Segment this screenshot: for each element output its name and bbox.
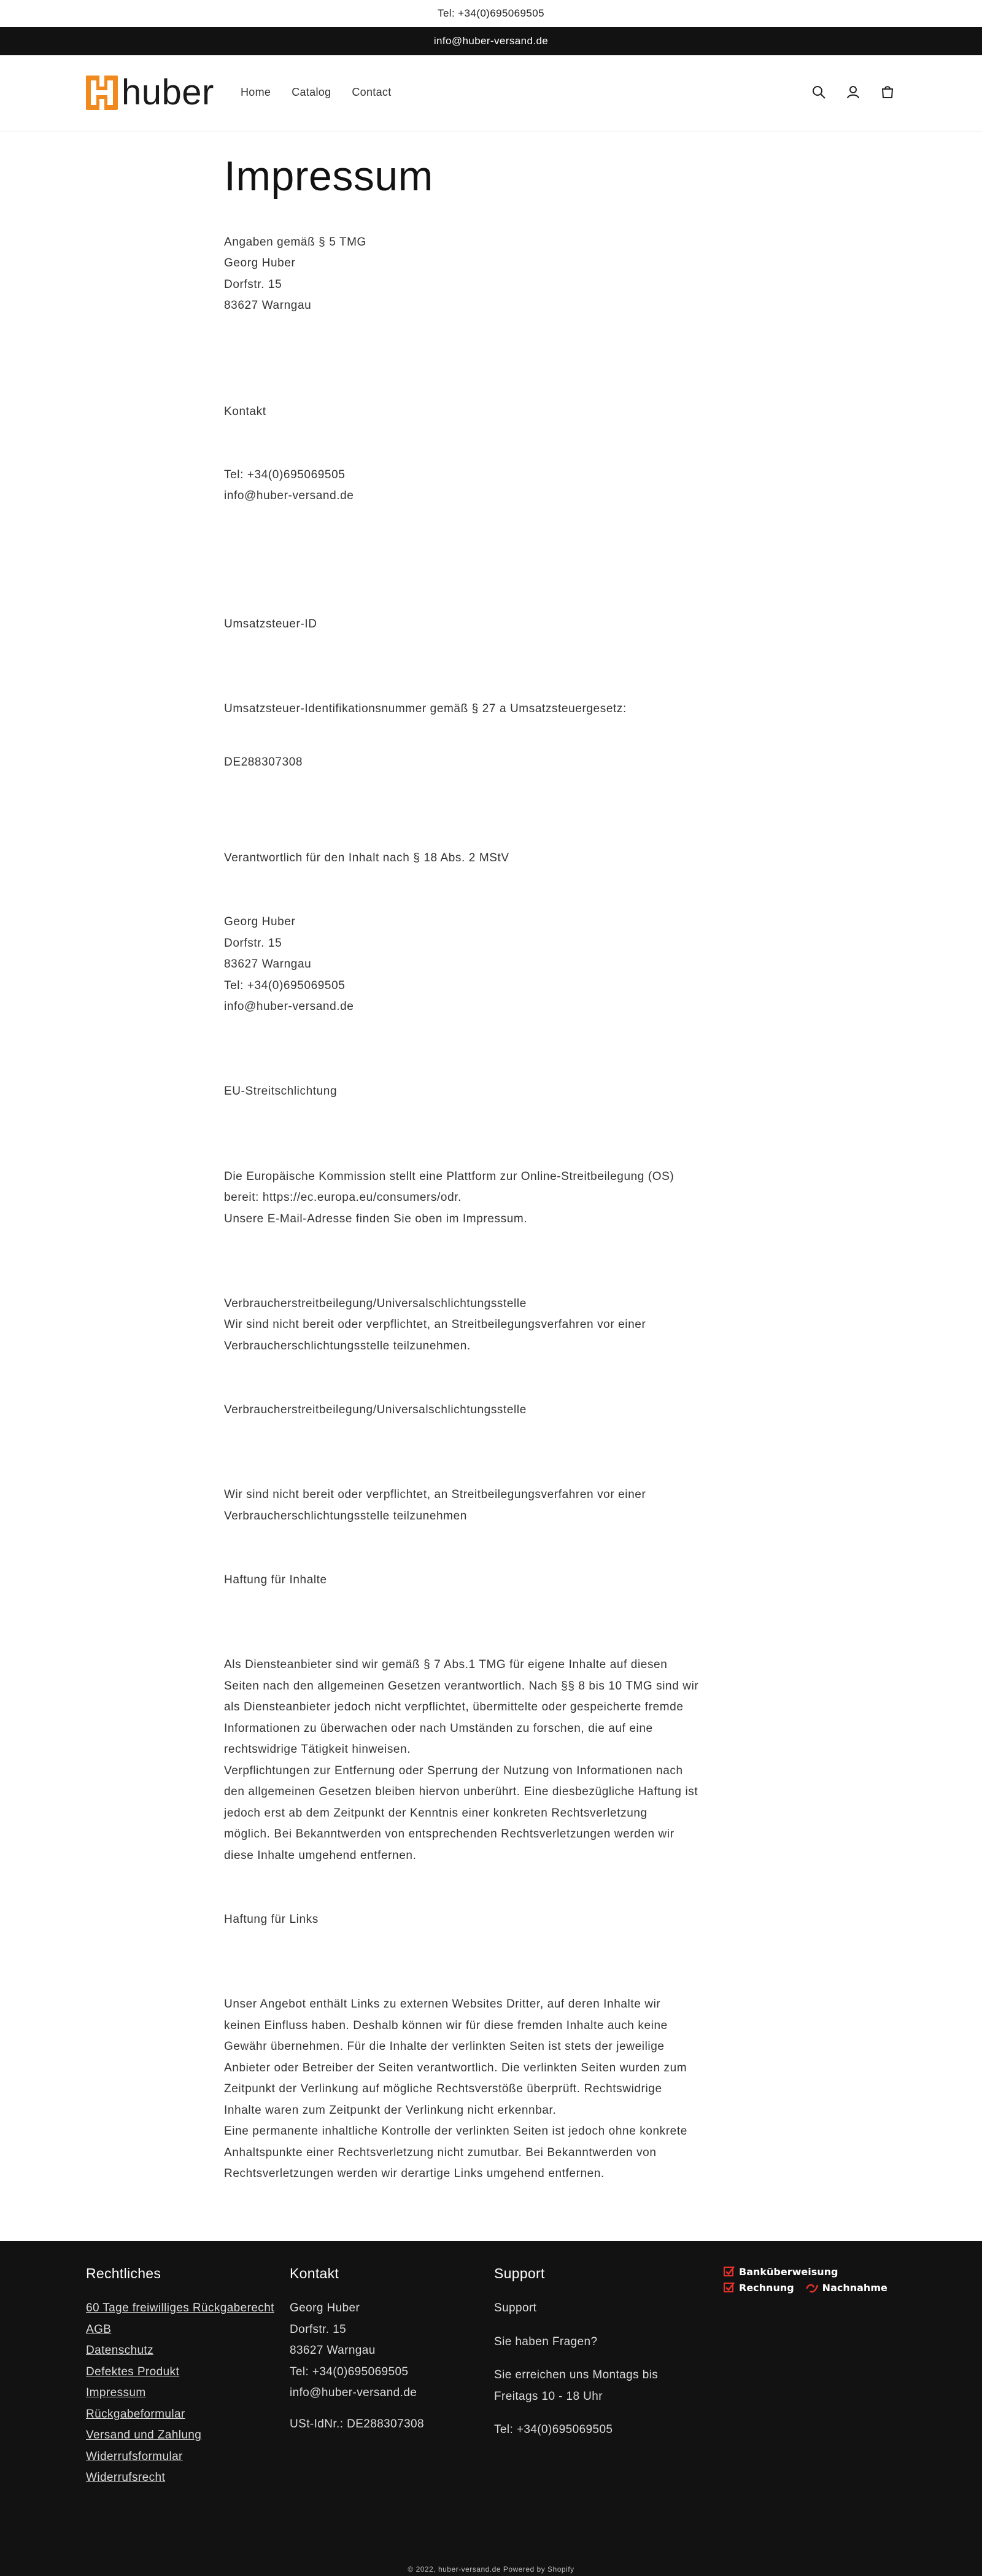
section-heading: Verantwortlich für den Inhalt nach § 18 Abs. 2 MStV — [224, 852, 509, 864]
section-heading: Verbraucherstreitbeilegung/Universalschlichtungsstelle — [224, 1297, 527, 1310]
section-heading: Verbraucherstreitbeilegung/Universalschlichtungsstelle — [224, 1403, 527, 1416]
text-line: Unser Angebot enthält Links zu externen Websites Dritter, auf deren Inhalte wir — [224, 1998, 661, 2011]
check-box-icon — [723, 2265, 735, 2278]
footer-link-versand[interactable]: Versand und Zahlung — [86, 2429, 202, 2442]
footer-text: Dorfstr. 15 — [290, 2322, 347, 2336]
page-title: Impressum — [224, 153, 433, 200]
text-line: bereit: https://ec.europa.eu/consumers/odr. — [224, 1191, 462, 1204]
text-line: info@huber-versand.de — [224, 489, 354, 502]
text-line: Georg Huber — [224, 915, 296, 928]
footer-heading: Support — [494, 2265, 545, 2281]
footer-text: Tel: +34(0)695069505 — [494, 2423, 613, 2436]
cash-on-delivery-icon — [805, 2281, 819, 2294]
text-line: Wir sind nicht bereit oder verpflichtet, an Streitbeilegungsverfahren vor einer — [224, 1318, 646, 1331]
footer-text: Tel: +34(0)695069505 — [290, 2365, 409, 2378]
text-line: Anhaltspunkte einer Rechtsverletzung nicht zumutbar. Bei Bekanntwerden von — [224, 2146, 657, 2159]
text-line: Verbraucherschlichtungsstelle teilzunehmen. — [224, 1340, 471, 1352]
text-line: DE288307308 — [224, 756, 303, 769]
text-line: rechtswidrige Tätigkeit hinweisen. — [224, 1743, 411, 1756]
search-icon[interactable] — [809, 82, 829, 102]
text-line: Georg Huber — [224, 257, 296, 270]
section-heading: Haftung für Links — [224, 1913, 319, 1926]
footer-vat: USt-IdNr.: DE288307308 — [290, 2417, 424, 2431]
text-line: Inhalte waren zum Zeitpunkt der Verlinkung nicht erkennbar. — [224, 2104, 557, 2117]
section-heading: EU-Streitschlichtung — [224, 1085, 338, 1098]
footer-text: Sie erreichen uns Montags bis — [494, 2368, 659, 2381]
section-heading: Haftung für Inhalte — [224, 1573, 327, 1586]
announcement-email: info@huber-versand.de — [0, 27, 982, 55]
payment-bank — [723, 2265, 838, 2278]
footer-text: Freitags 10 - 18 Uhr — [494, 2389, 603, 2403]
text-line: Die Europäische Kommission stellt eine Plattform zur Online-Streitbeilegung (OS) — [224, 1170, 675, 1183]
footer-heading: Kontakt — [290, 2265, 339, 2281]
logo[interactable] — [86, 72, 214, 113]
text-line: Dorfstr. 15 — [224, 937, 282, 950]
payment-methods — [723, 2265, 899, 2297]
nav-catalog[interactable]: Catalog — [292, 86, 331, 98]
footer-link-impressum[interactable]: Impressum — [86, 2386, 146, 2399]
site-header — [0, 55, 982, 131]
logo-text: huber — [122, 72, 214, 112]
footer-link-widerrufsformular[interactable]: Widerrufsformular — [86, 2450, 183, 2463]
main-nav — [241, 86, 412, 99]
copyright: © 2022, huber-versand.de Powered by Shopify — [408, 2565, 574, 2574]
payment-cod-label: Nachnahme — [822, 2281, 887, 2294]
check-box-icon — [723, 2281, 735, 2294]
text-line: Rechtsverletzungen werden wir derartige Links umgehend entfernen. — [224, 2167, 605, 2180]
payment-invoice-label: Rechnung — [739, 2281, 794, 2294]
footer-text: info@huber-versand.de — [290, 2386, 417, 2399]
header-icons — [809, 82, 897, 102]
account-icon[interactable] — [843, 82, 863, 102]
footer-link-agb[interactable]: AGB — [86, 2322, 112, 2336]
text-line: Unsere E-Mail-Adresse finden Sie oben im Impressum. — [224, 1212, 528, 1225]
footer-col-support — [494, 2265, 658, 2441]
text-line: info@huber-versand.de — [224, 1000, 354, 1013]
text-line: als Diensteanbieter jedoch nicht verpflichtet, übermittelte oder gespeicherte fremde — [224, 1701, 684, 1713]
text-line: Verpflichtungen zur Entfernung oder Sperrung der Nutzung von Informationen nach — [224, 1764, 683, 1777]
section-heading: Kontakt — [224, 405, 266, 418]
cart-icon[interactable] — [878, 82, 897, 102]
payment-cod — [805, 2281, 887, 2294]
footer-text: Georg Huber — [290, 2302, 360, 2314]
text-line: Als Diensteanbieter sind wir gemäß § 7 Abs.1 TMG für eigene Inhalte auf diesen — [224, 1658, 668, 1671]
text-line: 83627 Warngau — [224, 299, 312, 312]
text-line: Zeitpunkt der Verlinkung auf mögliche Rechtsverstöße überprüft. Rechtswidrige — [224, 2082, 662, 2095]
text-line: keinen Einfluss haben. Deshalb können wir für diese fremden Inhalte auch keine — [224, 2019, 668, 2032]
footer-col-kontakt — [290, 2265, 424, 2435]
nav-contact[interactable]: Contact — [352, 86, 392, 98]
footer-link-rueckgaberecht[interactable]: 60 Tage freiwilliges Rückgaberecht — [86, 2302, 274, 2314]
footer-link-rueckgabeformular[interactable]: Rückgabeformular — [86, 2407, 185, 2421]
footer-link-datenschutz[interactable]: Datenschutz — [86, 2344, 154, 2357]
text-line: Angaben gemäß § 5 TMG — [224, 236, 366, 249]
text-line: Tel: +34(0)695069505 — [224, 468, 346, 481]
footer-link-defektes-produkt[interactable]: Defektes Produkt — [86, 2365, 180, 2378]
footer-link-widerrufsrecht[interactable]: Widerrufsrecht — [86, 2471, 166, 2484]
payment-invoice — [723, 2281, 794, 2294]
text-line: den allgemeinen Gesetzen bleiben hiervon unberührt. Eine diesbezügliche Haftung ist — [224, 1785, 698, 1798]
text-line: jedoch erst ab dem Zeitpunkt der Kenntnis einer konkreten Rechtsverletzung — [224, 1807, 648, 1820]
logo-mark-icon — [86, 76, 118, 110]
footer-text: 83627 Warngau — [290, 2344, 376, 2357]
text-line: Dorfstr. 15 — [224, 278, 282, 291]
text-line: Tel: +34(0)695069505 — [224, 979, 346, 992]
text-line: Verbraucherschlichtungsstelle teilzunehmen — [224, 1510, 467, 1523]
text-line: diese Inhalte umgehend entfernen. — [224, 1849, 417, 1862]
announcement-phone: Tel: +34(0)695069505 — [0, 0, 982, 27]
text-line: Gewähr übernehmen. Für die Inhalte der verlinkten Seiten ist stets der jeweilige — [224, 2040, 665, 2053]
footer-heading: Rechtliches — [86, 2265, 161, 2281]
text-line: Seiten nach den allgemeinen Gesetzen verantwortlich. Nach §§ 8 bis 10 TMG sind wir — [224, 1680, 699, 1693]
text-line: möglich. Bei Bekanntwerden von entsprechenden Rechtsverletzungen werden wir — [224, 1828, 675, 1841]
nav-home[interactable]: Home — [241, 86, 271, 98]
text-line: Eine permanente inhaltliche Kontrolle der verlinkten Seiten ist jedoch ohne konkrete — [224, 2125, 687, 2138]
section-heading: Umsatzsteuer-ID — [224, 618, 317, 630]
footer-col-rechtliches — [86, 2265, 274, 2489]
text-line: Informationen zu überwachen oder nach Umständen zu forschen, die auf eine — [224, 1722, 653, 1735]
text-line: 83627 Warngau — [224, 958, 312, 971]
site-footer — [0, 2241, 982, 2576]
payment-bank-label: Banküberweisung — [739, 2265, 838, 2278]
text-line: Wir sind nicht bereit oder verpflichtet, an Streitbeilegungsverfahren vor einer — [224, 1488, 646, 1501]
footer-text: Sie haben Fragen? — [494, 2335, 598, 2348]
text-line: Umsatzsteuer-Identifikationsnummer gemäß § 27 a Umsatzsteuergesetz: — [224, 702, 627, 715]
footer-link-support[interactable]: Support — [494, 2302, 537, 2314]
text-line: Anbieter oder Betreiber der Seiten verantwortlich. Die verlinkten Seiten wurden zum — [224, 2062, 687, 2074]
